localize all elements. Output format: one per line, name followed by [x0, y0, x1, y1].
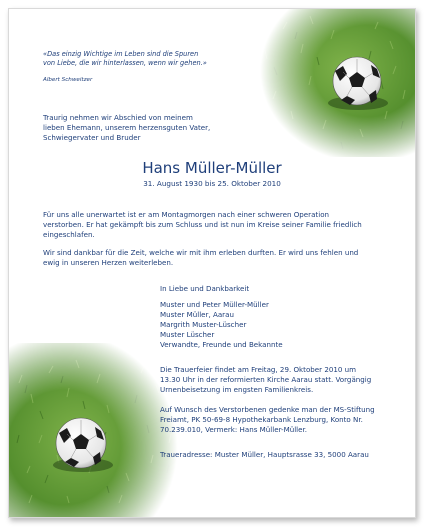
- paragraph-circumstances: [43, 210, 362, 240]
- paragraph-line: ewig in unseren Herzen weiterleben.: [43, 258, 174, 267]
- paragraph-gratitude: [43, 248, 358, 268]
- funeral-line: Die Trauerfeier findet am Freitag, 29. Oktober 2010 um: [160, 365, 357, 374]
- quote-line: von Liebe, die wir hinterlassen, wenn wir gehen.»: [43, 59, 207, 67]
- intro-line: Schwiegervater und Bruder: [43, 133, 141, 142]
- donation-line: Auf Wunsch des Verstorbenen gedenke man der MS-Stiftung: [160, 405, 375, 414]
- donation-line: Freiamt, PK 50-69-8 Hypothekarbank Lenzburg, Konto Nr.: [160, 415, 363, 424]
- obituary-card: [8, 8, 416, 518]
- deceased-name: Hans Müller-Müller: [142, 159, 282, 177]
- donation-info: [160, 405, 375, 435]
- mourning-address: Traueradresse: Muster Müller, Hauptsrasse 33, 5000 Aarau: [160, 450, 369, 459]
- soccer-ball-photo-bottom: [9, 343, 181, 517]
- mourner-name: Muster und Peter Müller-Müller: [160, 300, 269, 309]
- funeral-info: [160, 365, 371, 395]
- mourner-name: Verwandte, Freunde und Bekannte: [160, 340, 283, 349]
- mourners-heading: In Liebe und Dankbarkeit: [160, 284, 250, 293]
- mourner-name: Margrith Muster-Lüscher: [160, 320, 247, 329]
- paragraph-line: eingeschlafen.: [43, 230, 95, 239]
- quote-block: [43, 50, 207, 68]
- intro-text: [43, 113, 210, 143]
- mourners-list: [160, 284, 283, 350]
- mourner-name: Muster Lüscher: [160, 330, 215, 339]
- mourner-name: Muster Müller, Aarau: [160, 310, 234, 319]
- donation-line: 70.239.010, Vermerk: Hans Müller-Müller.: [160, 425, 308, 434]
- intro-line: lieben Ehemann, unserem herzensguten Vater,: [43, 123, 211, 132]
- funeral-line: 13.30 Uhr in der reformierten Kirche Aarau statt. Vorgängig: [160, 375, 372, 384]
- quote-author: Albert Schweitzer: [43, 77, 93, 83]
- deceased-dates: 31. August 1930 bis 25. Oktober 2010: [143, 179, 281, 188]
- soccer-ball-photo-top: [243, 9, 415, 157]
- paragraph-line: Für uns alle unerwartet ist er am Montagmorgen nach einer schweren Operation: [43, 210, 330, 219]
- paragraph-line: Wir sind dankbar für die Zeit, welche wir mit ihm erleben durften. Er wird uns fehlen und: [43, 248, 359, 257]
- paragraph-line: verstorben. Er hat gekämpft bis zum Schluss und ist nun im Kreise seiner Familie friedlich: [43, 220, 362, 229]
- intro-line: Traurig nehmen wir Abschied von meinem: [43, 113, 193, 122]
- quote-line: «Das einzig Wichtige im Leben sind die Spuren: [43, 50, 199, 58]
- funeral-line: Urnenbeisetzung im engsten Familienkreis.: [160, 385, 314, 394]
